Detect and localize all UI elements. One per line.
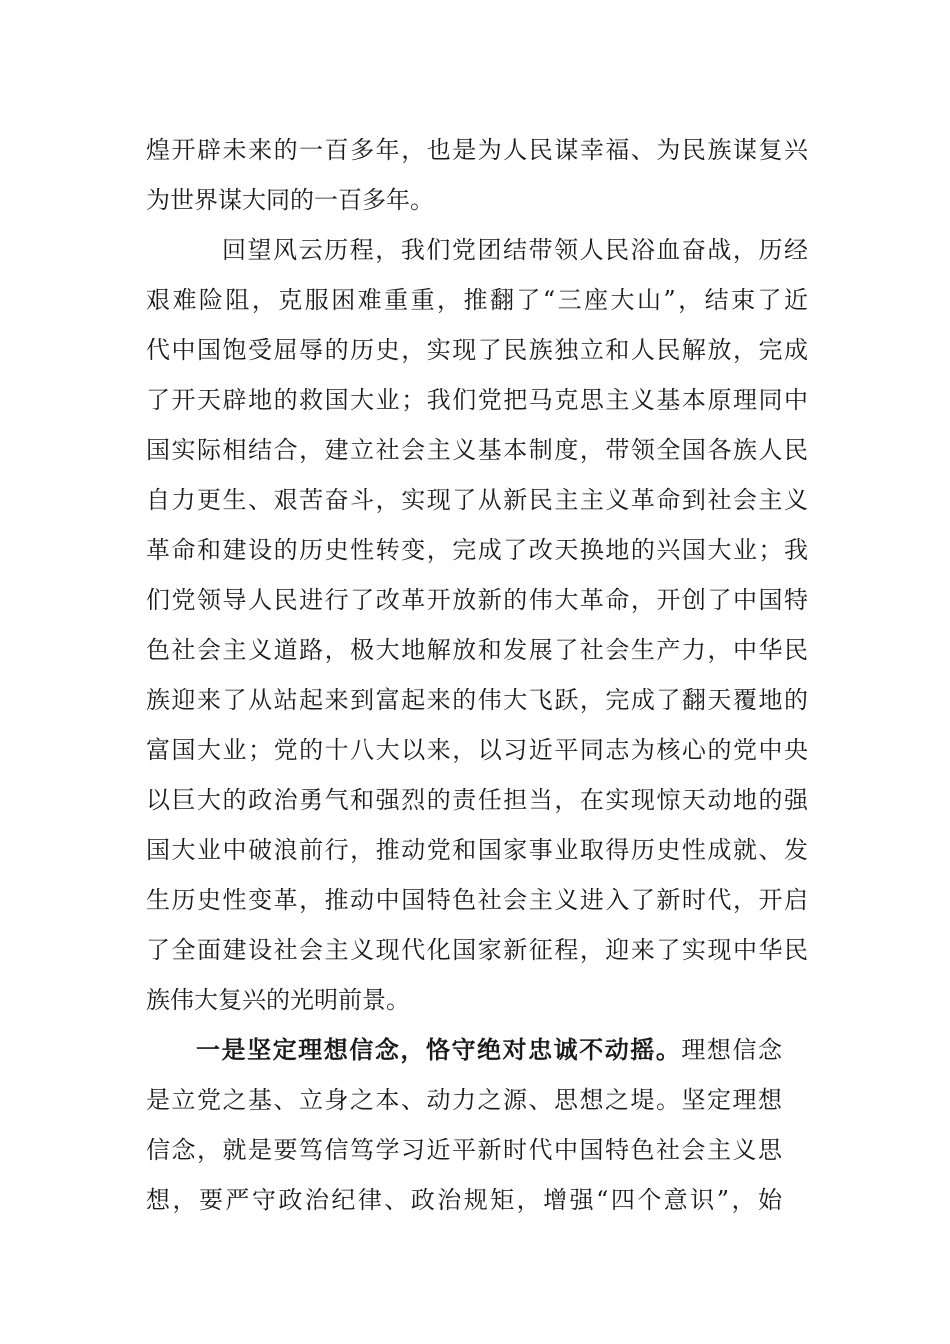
paragraph-2-line-16: 族伟大复兴的光明前景。	[146, 986, 410, 1014]
paragraph-2-line-9: 色社会主义道路，极大地解放和发展了社会生产力，中华民	[146, 636, 808, 664]
paragraph-2-line-11: 富国大业；党的十八大以来，以习近平同志为核心的党中央	[146, 736, 808, 764]
paragraph-2-line-8: 们党领导人民进行了改革开放新的伟大革命，开创了中国特	[146, 586, 808, 614]
paragraph-1-line-1: 煌开辟未来的一百多年，也是为人民谋幸福、为民族谋复兴	[146, 136, 808, 164]
paragraph-2-line-10: 族迎来了从站起来到富起来的伟大飞跃，完成了翻天覆地的	[146, 686, 808, 714]
paragraph-2-line-12: 以巨大的政治勇气和强烈的责任担当，在实现惊天动地的强	[146, 786, 808, 814]
paragraph-2-line-2: 艰难险阻，克服困难重重，推翻了“三座大山”，结束了近	[146, 286, 808, 314]
paragraph-3-heading: 一是坚定理想信念，恪守绝对忠诚不动摇。	[196, 1036, 682, 1064]
paragraph-3-line-3: 信念，就是要笃信笃学习近平新时代中国特色社会主义思	[146, 1136, 782, 1164]
paragraph-2-line-1: 回望风云历程，我们党团结带领人民浴血奋战，历经	[222, 236, 808, 264]
paragraph-1-line-2: 为世界谋大同的一百多年。	[146, 186, 434, 214]
paragraph-2-line-7: 革命和建设的历史性转变，完成了改天换地的兴国大业；我	[146, 536, 808, 564]
paragraph-2-line-4: 了开天辟地的救国大业；我们党把马克思主义基本原理同中	[146, 386, 808, 414]
paragraph-2-line-14: 生历史性变革，推动中国特色社会主义进入了新时代，开启	[146, 886, 808, 914]
paragraph-3-line-2: 是立党之基、立身之本、动力之源、思想之堤。坚定理想	[146, 1086, 782, 1114]
paragraph-3-line-4: 想，要严守政治纪律、政治规矩，增强“四个意识”，始	[146, 1186, 782, 1214]
paragraph-2-line-15: 了全面建设社会主义现代化国家新征程，迎来了实现中华民	[146, 936, 808, 964]
paragraph-2-line-3: 代中国饱受屈辱的历史，实现了民族独立和人民解放，完成	[146, 336, 808, 364]
paragraph-2-line-13: 国大业中破浪前行，推动党和国家事业取得历史性成就、发	[146, 836, 808, 864]
paragraph-3-heading-tail: 理想信念	[681, 1036, 783, 1064]
paragraph-3-line-1	[196, 1030, 782, 1070]
paragraph-2-line-5: 国实际相结合，建立社会主义基本制度，带领全国各族人民	[146, 436, 808, 464]
paragraph-2-line-6: 自力更生、艰苦奋斗，实现了从新民主主义革命到社会主义	[146, 486, 808, 514]
